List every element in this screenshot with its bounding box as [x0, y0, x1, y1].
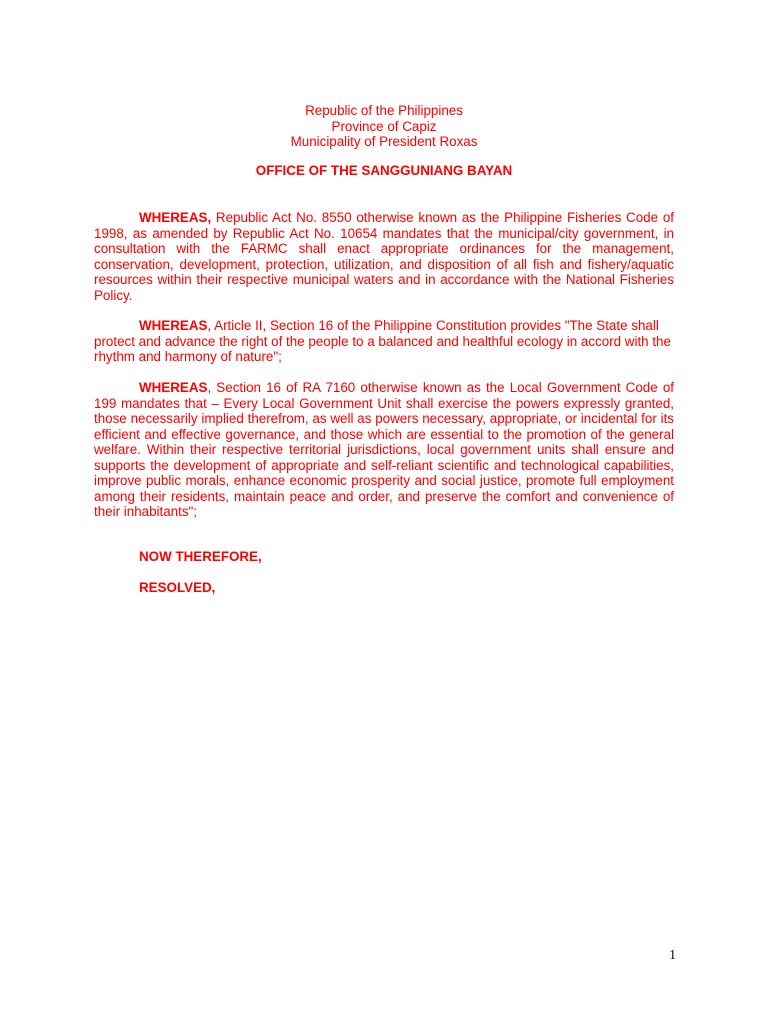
page-number: 1	[669, 947, 676, 962]
header-municipality: Municipality of President Roxas	[290, 134, 478, 149]
whereas-paragraph-1	[94, 210, 674, 303]
whereas-text-1: Republic Act No. 8550 otherwise known as the Philippine Fisheries Code of 1998, as amended by Republic Act No. 10654 mandates that the municipal/city government, in consultation with the FARMC shall enact appropriate ordinances for the management, conservation, development, protection, utilization, and disposition of all fish and fishery/aquatic resources within their respective municipal waters and in accordance with the National Fisheries Policy.	[94, 210, 674, 303]
office-title: OFFICE OF THE SANGGUNIANG BAYAN	[255, 163, 513, 178]
document-header	[0, 103, 768, 150]
whereas-lead-2: WHEREAS	[139, 318, 208, 333]
whereas-paragraph-3	[94, 380, 674, 520]
header-province: Province of Capiz	[331, 118, 437, 134]
whereas-lead-1: WHEREAS,	[139, 210, 212, 225]
whereas-lead-3: WHEREAS	[139, 380, 208, 395]
now-therefore-clause: NOW THEREFORE,	[139, 549, 262, 564]
resolved-clause: RESOLVED,	[139, 580, 216, 595]
whereas-text-2: , Article II, Section 16 of the Philippine Constitution provides "The State shall protect and advance the right of the people to a balanced and healthful ecology in accord with the rhythm and harmony of nature";	[94, 318, 671, 364]
header-republic: Republic of the Philippines	[305, 103, 463, 118]
whereas-paragraph-2	[94, 318, 674, 365]
whereas-text-3: , Section 16 of RA 7160 otherwise known as the Local Government Code of 199 mandates that – Every Local Government Unit shall exercise the powers expressly granted, those necessarily implied therefrom, as well as powers necessary, appropriate, or incidental for its efficient and effective governance, and those which are essential to the promotion of the general welfare. Within their respective territorial jurisdictions, local government units shall ensure and supports the development of appropriate and self-reliant scientific and technological capabilities, improve public morals, enhance economic prosperity and social justice, promote full employment among their residents, maintain peace and order, and preserve the comfort and convenience of their inhabitants";	[94, 380, 674, 519]
